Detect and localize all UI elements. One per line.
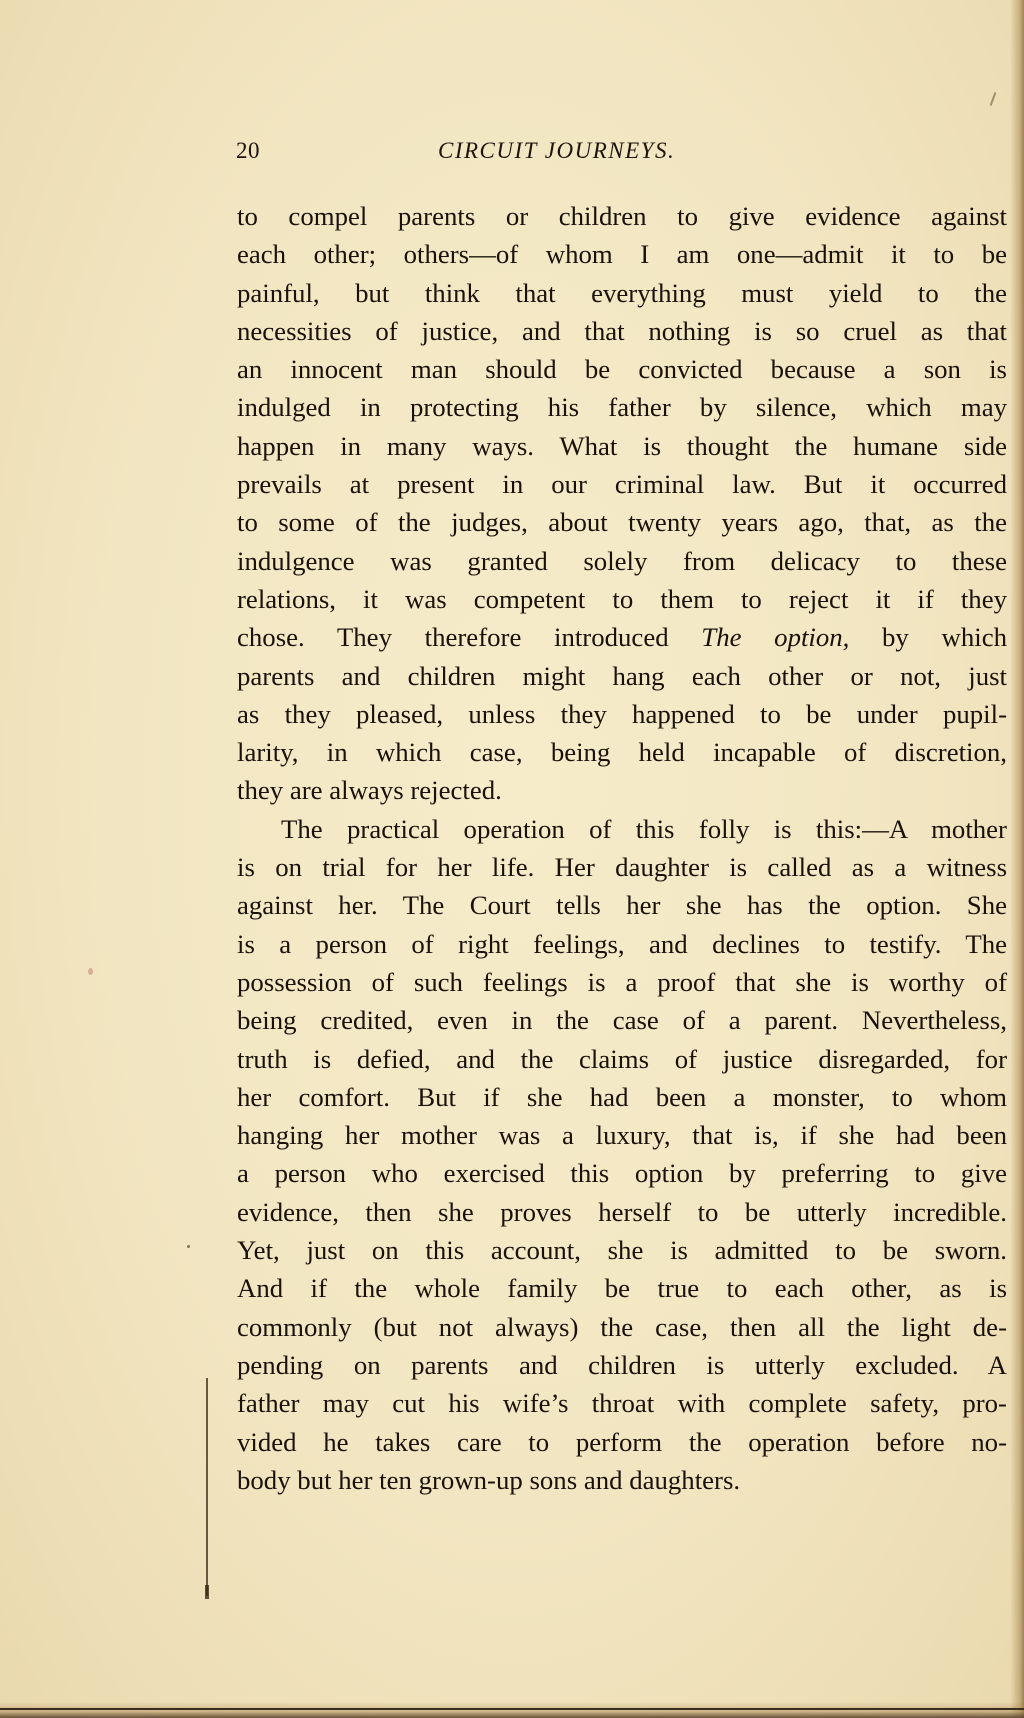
text-line: to some of the judges, about twenty years ago, that, as the xyxy=(237,507,1007,538)
running-head: CIRCUIT JOURNEYS. xyxy=(438,138,676,163)
text-line: happen in many ways. What is thought the humane side xyxy=(237,430,1007,461)
text-line: And if the whole family be true to each other, as is xyxy=(237,1273,1007,1304)
text-line: indulgence was granted solely from delicacy to these xyxy=(237,545,1007,576)
text-line: indulged in protecting his father by silence, which may xyxy=(237,392,1007,423)
paragraph-start-line: The practical operation of this folly is this:—A mother xyxy=(281,813,1007,844)
body-text xyxy=(237,197,1007,1499)
margin-marking-tick xyxy=(205,1585,209,1599)
text-line: a person who exercised this option by preferring to give xyxy=(237,1158,1007,1189)
text-line: father may cut his wife’s throat with complete safety, pro- xyxy=(237,1388,1007,1419)
text-line: is a person of right feelings, and declines to testify. The xyxy=(237,928,1007,959)
margin-marking-line xyxy=(206,1378,208,1596)
text-line: truth is defied, and the claims of justice disregarded, for xyxy=(237,1043,1007,1074)
text-line: each other; others—of whom I am one—admit it to be xyxy=(237,239,1007,270)
page-edge-shadow-bottom xyxy=(0,1702,1024,1718)
text-line: prevails at present in our criminal law. But it occurred xyxy=(237,469,1007,500)
page-header xyxy=(236,138,756,178)
page-number: 20 xyxy=(236,138,260,163)
text-line: hanging her mother was a luxury, that is, if she had been xyxy=(237,1120,1007,1151)
text-fragment: by which xyxy=(849,622,1008,653)
text-line: an innocent man should be convicted because a son is xyxy=(237,354,1007,385)
text-line: her comfort. But if she had been a monster, to whom xyxy=(237,1081,1007,1112)
text-line: painful, but think that everything must yield to the xyxy=(237,277,1007,308)
text-line: as they pleased, unless they happened to be under pupil- xyxy=(237,698,1007,729)
text-line: parents and children might hang each other or not, just xyxy=(237,660,1007,691)
text-line: they are always rejected. xyxy=(237,775,502,806)
italic-term: The option, xyxy=(701,622,850,653)
text-line: against her. The Court tells her she has the option. She xyxy=(237,890,1007,921)
text-line: possession of such feelings is a proof that she is worthy of xyxy=(237,966,1007,997)
text-line: pending on parents and children is utterly excluded. A xyxy=(237,1349,1007,1380)
stain-mark xyxy=(88,968,93,975)
ink-dot xyxy=(187,1245,190,1248)
text-line: Yet, just on this account, she is admitted to be sworn. xyxy=(237,1235,1007,1266)
text-fragment: chose. They therefore introduced xyxy=(237,622,702,653)
text-line: body but her ten grown-up sons and daughters. xyxy=(237,1464,741,1495)
page-bottom-rule xyxy=(0,1708,1024,1710)
text-line: necessities of justice, and that nothing is so cruel as that xyxy=(237,315,1007,346)
text-line: vided he takes care to perform the operation before no- xyxy=(237,1426,1007,1457)
text-line-with-italic xyxy=(237,618,1007,656)
text-line: commonly (but not always) the case, then all the light de- xyxy=(237,1311,1007,1342)
stray-ink-mark xyxy=(990,92,997,106)
text-line: relations, it was competent to them to reject it if they xyxy=(237,583,1007,614)
text-line: evidence, then she proves herself to be utterly incredible. xyxy=(237,1196,1007,1227)
page-edge-shadow-right xyxy=(1010,0,1024,1718)
text-line: is on trial for her life. Her daughter is called as a witness xyxy=(237,852,1007,883)
text-line: larity, in which case, being held incapable of discretion, xyxy=(237,737,1007,768)
text-line: being credited, even in the case of a parent. Nevertheless, xyxy=(237,1005,1007,1036)
text-line: to compel parents or children to give evidence against xyxy=(237,201,1007,231)
